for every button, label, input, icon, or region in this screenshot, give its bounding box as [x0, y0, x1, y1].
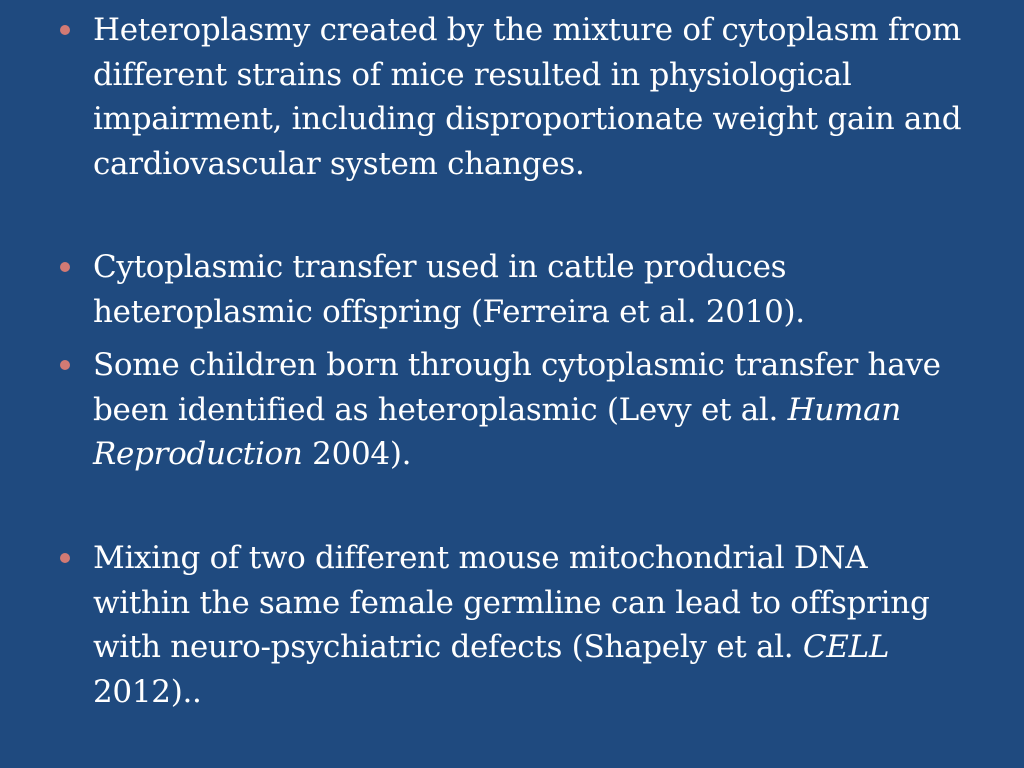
bullet-dot-icon — [60, 360, 70, 370]
journal-name: CELL — [802, 629, 890, 665]
bullet-dot-icon — [60, 262, 70, 272]
journal-name: Human Reproduction — [93, 391, 901, 472]
bullet-text: Heteroplasmy created by the mixture of cytoplasm from different strains of mice resulted in physiological impairment, including disproportionate weight gain and cardiovascular system changes. — [93, 12, 962, 182]
bullet-dot-icon — [60, 25, 70, 35]
bullet-text — [93, 536, 973, 714]
bullet-text-part: 2004). — [302, 436, 412, 472]
bullet-dot-icon — [60, 553, 70, 563]
bullet-text: Cytoplasmic transfer used in cattle produces heteroplasmic offspring (Ferreira et al. 2010). — [93, 249, 805, 330]
bullet-text-part: Mixing of two different mouse mitochondrial DNA within the same female germline can lead to offspring with neuro-psychiatric defects (Shapely et al. — [93, 540, 930, 665]
bullet-text-part: Some children born through cytoplasmic transfer have been identified as heteroplasmic (Levy et al. — [93, 347, 941, 428]
bullet-text — [93, 343, 973, 477]
bullet-text-part: 2012).. — [93, 673, 202, 710]
